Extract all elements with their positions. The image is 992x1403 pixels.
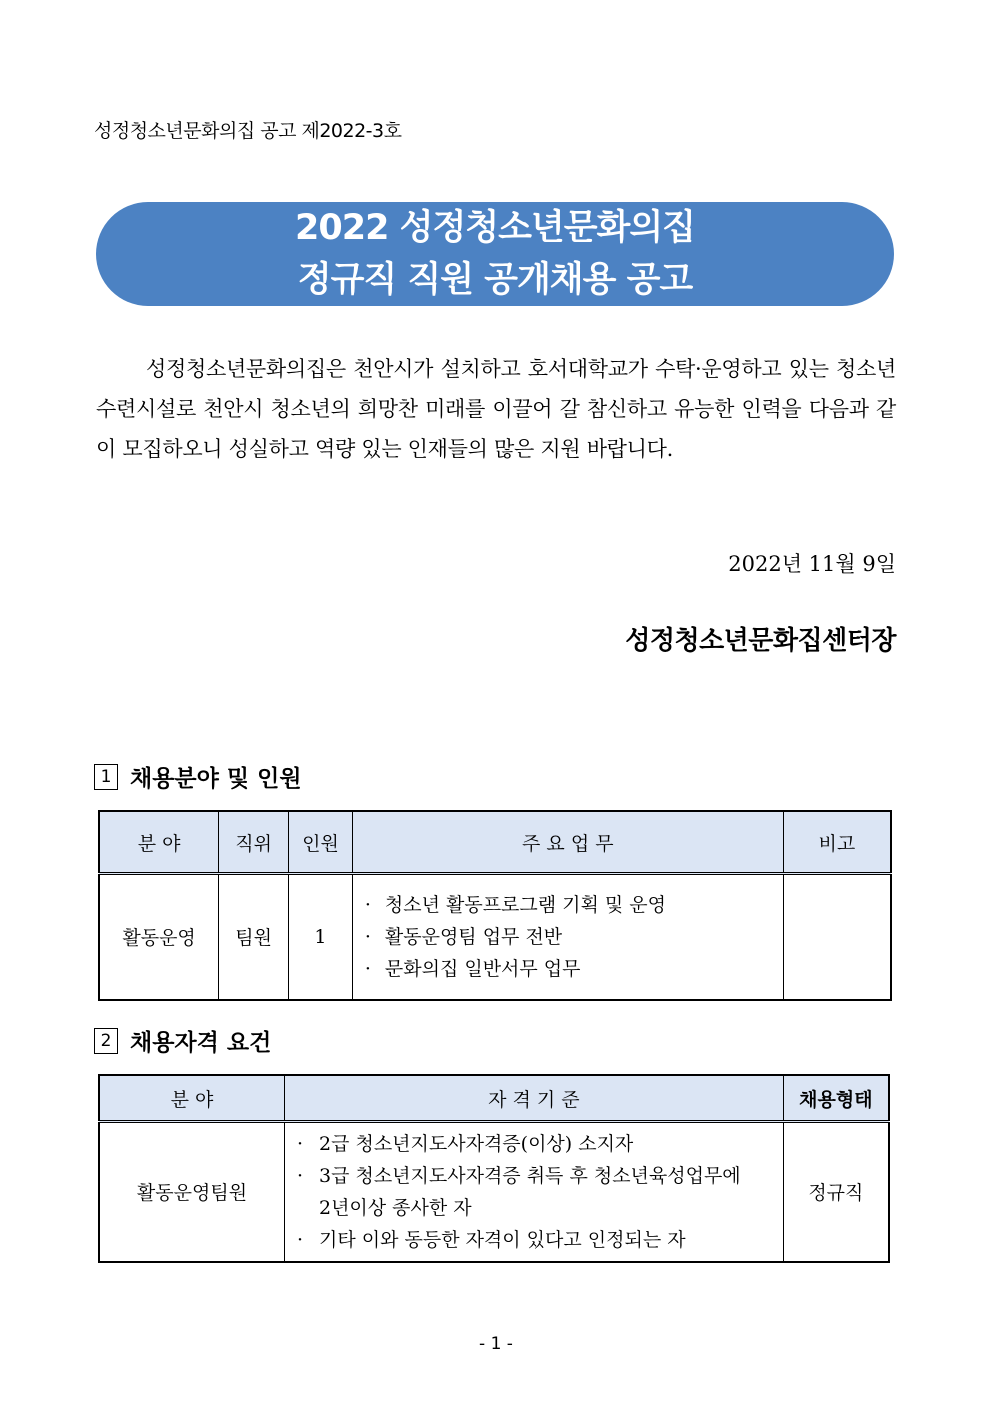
- cell-note: [783, 874, 891, 1000]
- sender-signature: 성정청소년문화집센터장: [625, 626, 896, 656]
- cell-field: 활동운영팀원: [99, 1122, 284, 1262]
- section-2-number: 2: [94, 1028, 118, 1054]
- cell-employment-type: 정규직: [783, 1122, 889, 1262]
- header-duties: 주 요 업 무: [352, 811, 783, 874]
- title-line-2: 정규직 직원 공개채용 공고: [297, 260, 693, 300]
- table-row: [99, 1122, 889, 1262]
- list-item: · 문화의집 일반서무 업무: [353, 953, 783, 985]
- header-field: 분 야: [99, 811, 219, 874]
- cell-duties: [352, 874, 783, 1000]
- header-employment-type: 채용형태: [783, 1075, 889, 1122]
- header-count: 인원: [289, 811, 353, 874]
- header-criteria: 자 격 기 준: [284, 1075, 783, 1122]
- table-row: [99, 874, 891, 1000]
- section-2-heading: [94, 1024, 271, 1057]
- title-banner: [96, 202, 894, 306]
- section-1-number: 1: [94, 764, 118, 790]
- section-1-title: 채용분야 및 인원: [130, 765, 302, 792]
- list-item: · 2급 청소년지도사자격증(이상) 소지자: [285, 1128, 753, 1160]
- notice-date: 2022년 11월 9일: [728, 552, 896, 576]
- title-line-1: 2022 성정청소년문화의집: [295, 208, 695, 248]
- section-1-heading: [94, 760, 302, 793]
- list-item: · 3급 청소년지도사자격증 취득 후 청소년육성업무에 2년이상 종사한 자: [285, 1160, 753, 1224]
- cell-criteria: [284, 1122, 783, 1262]
- notice-number: 성정청소년문화의집 공고 제2022-3호: [94, 120, 402, 142]
- header-field: 분 야: [99, 1075, 284, 1122]
- intro-paragraph: 성정청소년문화의집은 천안시가 설치하고 호서대학교가 수탁·운영하고 있는 청소년수련시설로 천안시 청소년의 희망찬 미래를 이끌어 갈 참신하고 유능한 인력을 다음과 같이 모집하오니 성실하고 역량 있는 인재들의 많은 지원 바랍니다.: [96, 357, 896, 461]
- qualification-table: [98, 1074, 890, 1263]
- cell-position: 팀원: [219, 874, 289, 1000]
- recruitment-table: [98, 810, 892, 1001]
- cell-field: 활동운영: [99, 874, 219, 1000]
- list-item: · 청소년 활동프로그램 기획 및 운영: [353, 889, 783, 921]
- cell-count: 1: [289, 874, 353, 1000]
- list-item: · 기타 이와 동등한 자격이 있다고 인정되는 자: [285, 1224, 753, 1256]
- list-item: · 활동운영팀 업무 전반: [353, 921, 783, 953]
- page-number: - 1 -: [479, 1334, 513, 1354]
- qualification-header-row: [99, 1075, 889, 1122]
- section-2-title: 채용자격 요건: [130, 1029, 272, 1056]
- header-position: 직위: [219, 811, 289, 874]
- header-note: 비고: [783, 811, 891, 874]
- recruitment-header-row: [99, 811, 891, 874]
